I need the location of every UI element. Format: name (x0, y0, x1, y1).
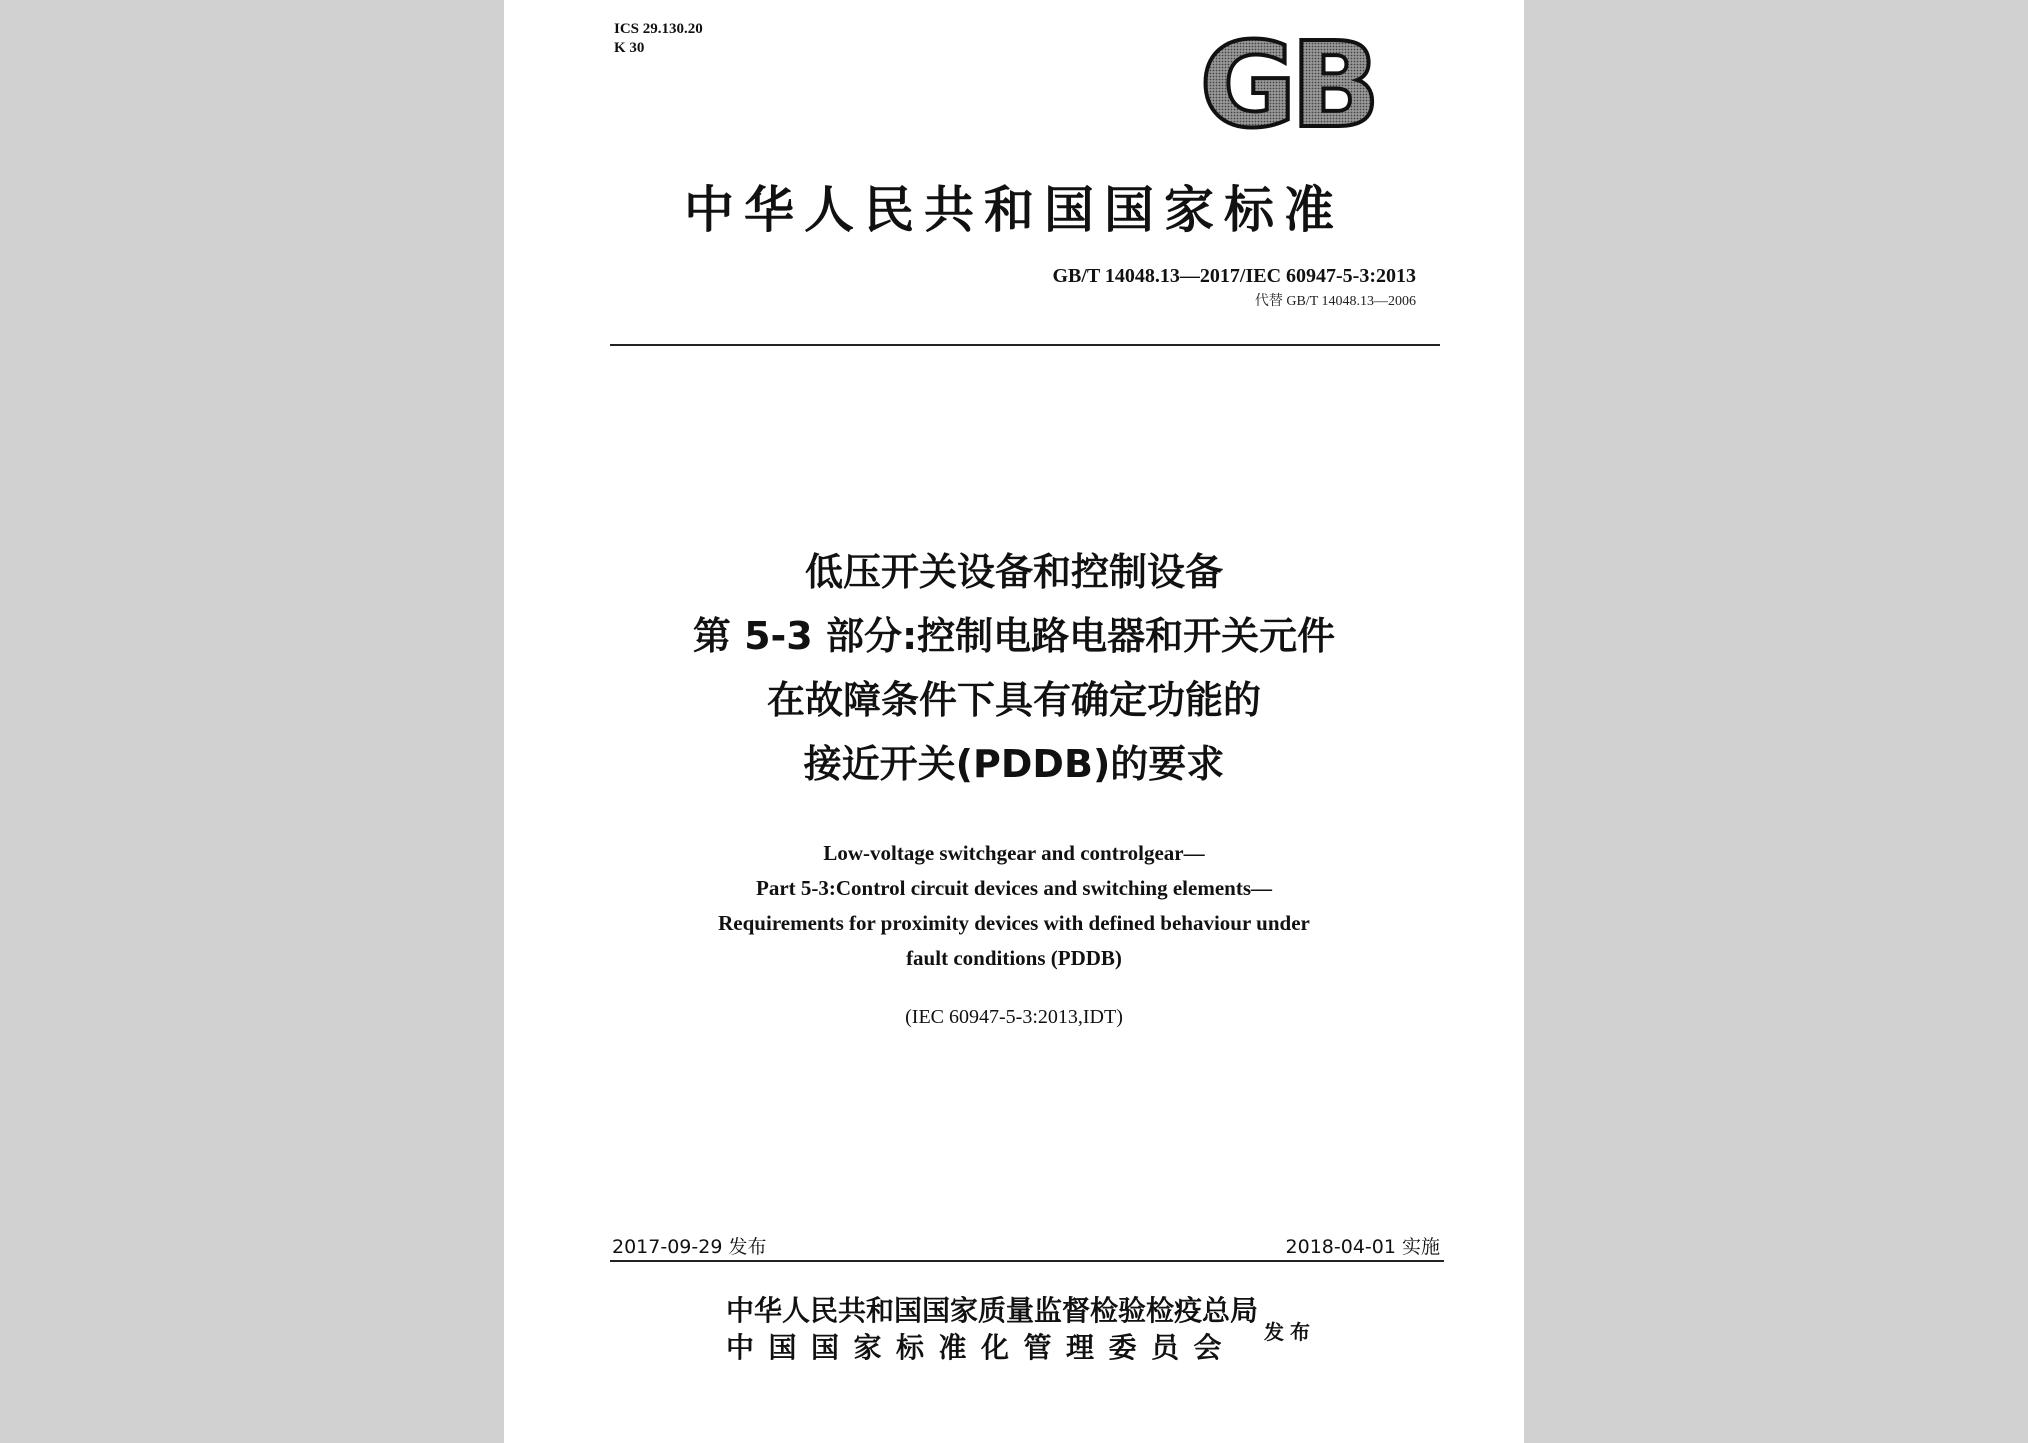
bottom-divider (610, 1260, 1444, 1262)
chinese-title-line: 接近开关(PDDB)的要求 (803, 742, 1225, 786)
publish-label: 发布 (1264, 1320, 1316, 1344)
issuer-name: 中华人民共和国国家质量监督检验检疫总局 (726, 1294, 1259, 1327)
chinese-title-line: 第 5-3 部分:控制电路电器和开关元件 (692, 614, 1336, 658)
english-title-line: Requirements for proximity devices with defined behaviour under (718, 911, 1310, 935)
classification-codes (614, 20, 703, 58)
implementation-date: 2018-04-01 实施 (1285, 1236, 1440, 1258)
standard-number: GB/T 14048.13—2017/IEC 60947-5-3:2013 (1052, 265, 1416, 287)
equivalence-identifier: (IEC 60947-5-3:2013,IDT) (905, 1006, 1123, 1028)
issuing-authorities (726, 1292, 1258, 1366)
standard-title: 中华人民共和国国家标准 (684, 181, 1344, 239)
gb-logo (1182, 30, 1392, 140)
english-title-line: Part 5-3:Control circuit devices and switching elements— (756, 876, 1272, 900)
replaces-note: 代替 GB/T 14048.13—2006 (1254, 294, 1416, 309)
svg-text:GB: GB (1199, 30, 1375, 140)
issuer-name: 中国国家标准化管理委员会 (726, 1331, 1237, 1364)
chinese-title (504, 540, 1524, 796)
english-title-line: fault conditions (PDDB) (906, 946, 1122, 970)
chinese-title-line: 在故障条件下具有确定功能的 (766, 678, 1261, 722)
english-title (504, 836, 1524, 976)
chinese-title-line: 低压开关设备和控制设备 (804, 550, 1223, 594)
ccs-code: K 30 (614, 40, 645, 56)
document-page (504, 0, 1524, 1443)
ics-code: ICS 29.130.20 (614, 21, 703, 37)
top-divider (610, 344, 1440, 346)
issue-date: 2017-09-29 发布 (612, 1236, 767, 1258)
english-title-line: Low-voltage switchgear and controlgear— (823, 841, 1205, 865)
